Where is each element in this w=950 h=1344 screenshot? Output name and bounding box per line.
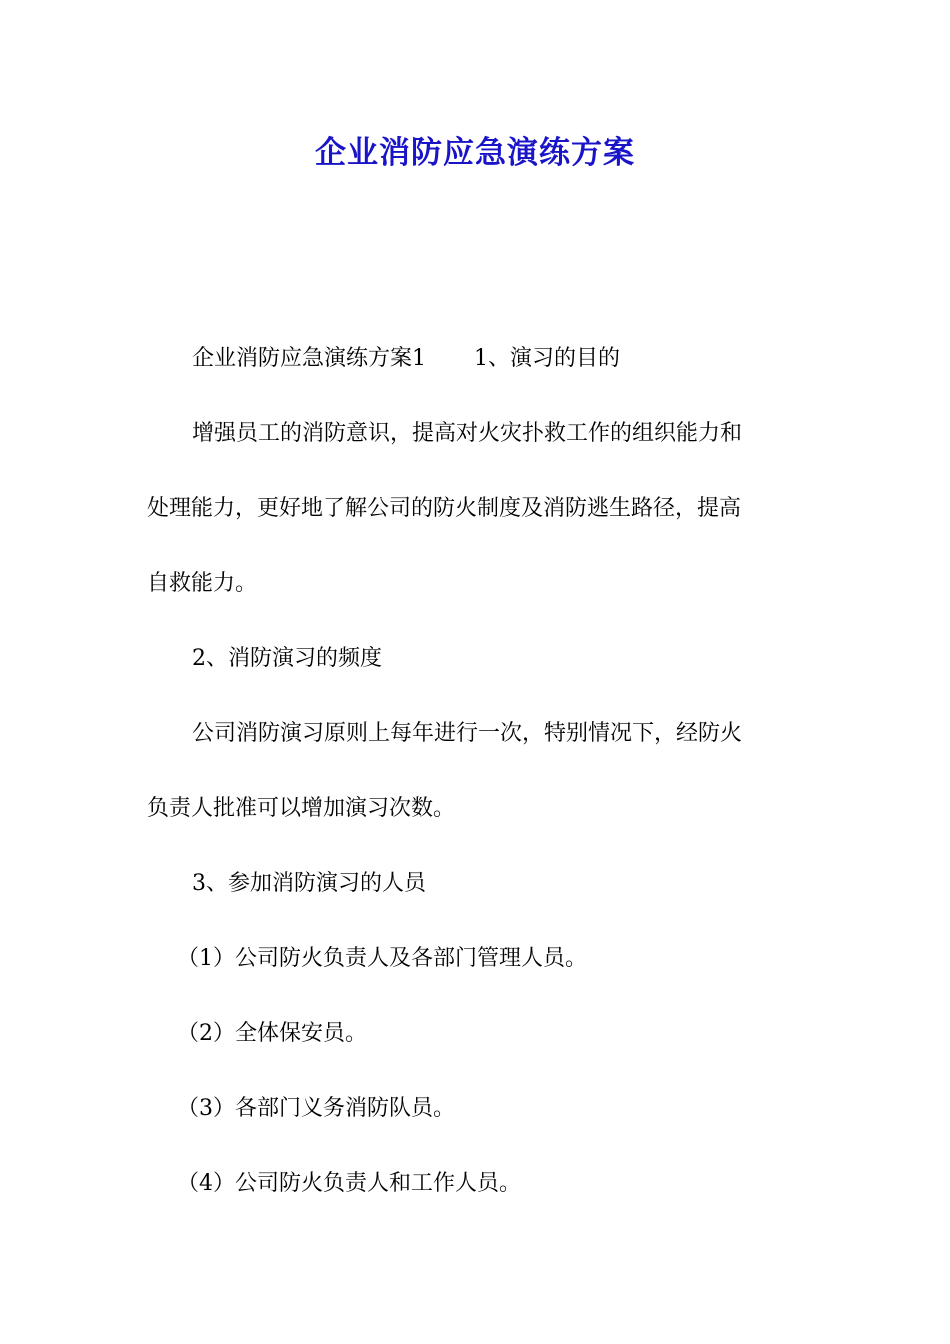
purpose-line-1: 增强员工的消防意识，提高对火灾扑救工作的组织能力和 — [192, 421, 743, 446]
participant-item-1: （1）公司防火负责人及各部门管理人员。 — [177, 946, 587, 971]
document-title: 企业消防应急演练方案 — [315, 135, 635, 171]
section-heading-line — [192, 344, 620, 374]
participant-item-2: （2）全体保安员。 — [177, 1021, 367, 1046]
frequency-heading: 2、消防演习的频度 — [192, 646, 382, 671]
participant-item-4: （4）公司防火负责人和工作人员。 — [177, 1171, 521, 1196]
frequency-line-1: 公司消防演习原则上每年进行一次，特别情况下，经防火 — [192, 721, 743, 746]
purpose-line-2: 处理能力，更好地了解公司的防火制度及消防逃生路径，提高 — [147, 496, 742, 521]
participants-heading: 3、参加消防演习的人员 — [192, 871, 426, 896]
section-heading-a: 企业消防应急演练方案1 — [192, 346, 426, 371]
frequency-line-2: 负责人批准可以增加演习次数。 — [147, 796, 456, 821]
section-heading-b: 1、演习的目的 — [474, 346, 620, 371]
purpose-line-3: 自救能力。 — [147, 571, 258, 596]
participant-item-3: （3）各部门义务消防队员。 — [177, 1096, 455, 1121]
